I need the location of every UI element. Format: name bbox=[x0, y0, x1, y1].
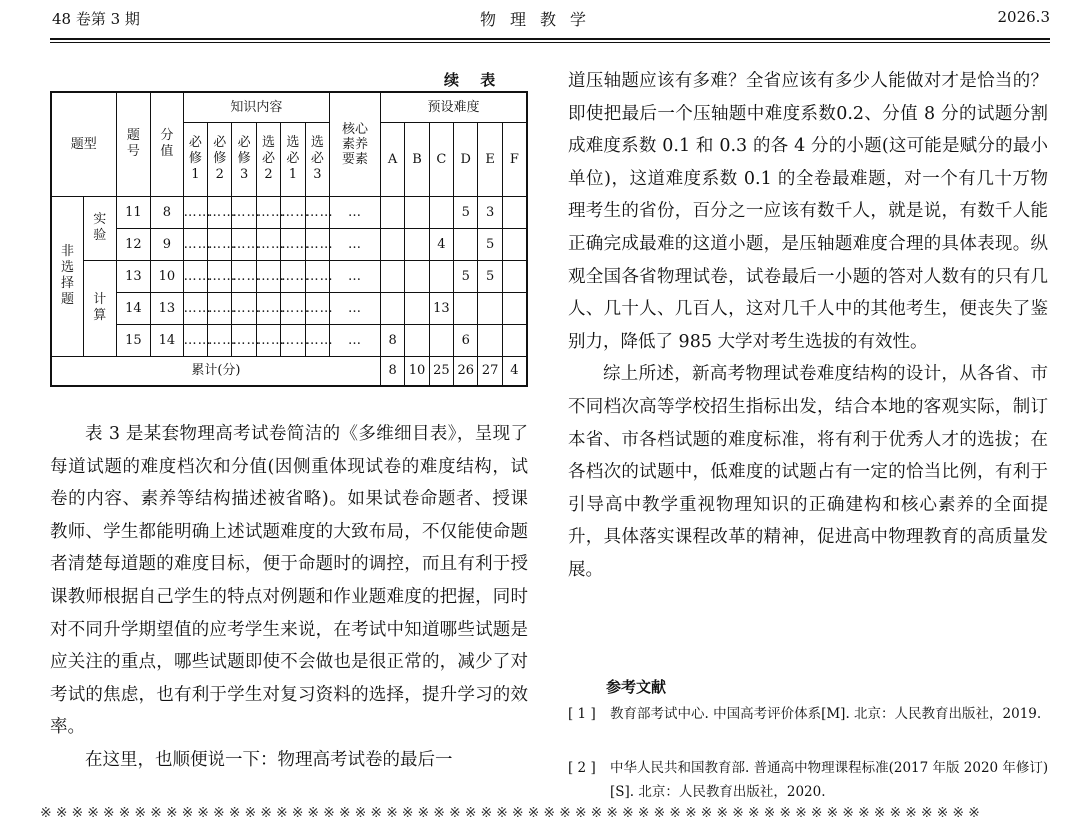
k-col-2: 必修2 bbox=[208, 122, 232, 196]
k-col-5: 选必1 bbox=[281, 122, 305, 196]
difficulty-cell: 8 bbox=[380, 324, 404, 356]
k-col-4: 选必2 bbox=[256, 122, 280, 196]
body-paragraph: 道压轴题应该有多难？全省应该有多少人能做对才是恰当的？即使把最后一个压轴题中难度系数0.2、分值 8 分的试题分割成难度系数 0.1 和 0.3 的各 4 分的小题(这可能是赋分的最小单位)，这道难度系数 0.1 的全卷最难题，对一个有几十万物理考生的省份，百分之一应该有数千人，就是说，有数千人能正确完成最难的这道小题，是压轴题难度合理的具体表现。纵观全国各省物理试卷，试卷最后一小题的答对人数有的只有几人、几十人、几百人，这对几千人中的其他考生，便丧失了鉴别力，降低了 985 大学对考生选拔的有效性。 bbox=[568, 71, 1048, 352]
row-score: 10 bbox=[151, 260, 184, 292]
difficulty-cell: 4 bbox=[429, 228, 453, 260]
row-score: 8 bbox=[151, 196, 184, 228]
core-cell: … bbox=[330, 196, 381, 228]
row-no: 11 bbox=[116, 196, 151, 228]
knowledge-cell: …… bbox=[281, 196, 305, 228]
difficulty-cell bbox=[502, 260, 527, 292]
k-col-3: 必修3 bbox=[232, 122, 256, 196]
body-paragraph: 在这里，也顺便说一下：物理高考试卷的最后一 bbox=[85, 749, 453, 770]
knowledge-cell: …… bbox=[305, 228, 329, 260]
difficulty-cell bbox=[429, 324, 453, 356]
left-column bbox=[50, 418, 528, 777]
table-row bbox=[51, 324, 527, 356]
table-row bbox=[51, 228, 527, 260]
difficulty-cell bbox=[454, 228, 478, 260]
row-score: 13 bbox=[151, 292, 184, 324]
row-no: 13 bbox=[116, 260, 151, 292]
knowledge-cell: …… bbox=[281, 324, 305, 356]
difficulty-cell bbox=[478, 324, 502, 356]
difficulty-table bbox=[50, 91, 528, 387]
knowledge-cell: …… bbox=[256, 260, 280, 292]
knowledge-cell: …… bbox=[305, 324, 329, 356]
difficulty-cell bbox=[429, 196, 453, 228]
difficulty-cell bbox=[429, 260, 453, 292]
knowledge-cell: …… bbox=[256, 324, 280, 356]
table-row bbox=[51, 260, 527, 292]
reference-text: 中华人民共和国教育部. 普通高中物理课程标准(2017 年版 2020 年修订)[S]. 北京：人民教育出版社，2020. bbox=[610, 760, 1049, 800]
body-paragraph: 表 3 是某套物理高考试卷简洁的《多维细目表》，呈现了每道试题的难度档次和分值(因侧重体现试卷的难度结构，试卷的内容、素养等结构描述被省略)。如果试卷命题者、授课教师、学生都能明确上述试题难度的大致布局，不仅能使命题者清楚每道题的难度目标，便于命题时的调控，而且有利于授课教师根据自己学生的特点对例题和作业题难度的把握，同时对不同升学期望值的应考学生来说，在考试中知道哪些试题是应关注的重点，哪些试题即使不会做也是很正常的，减少了对考试的焦虑，也有利于学生对复习资料的选择，提升学习的效率。 bbox=[50, 424, 528, 738]
subgroup-label: 计算 bbox=[84, 260, 117, 356]
difficulty-cell bbox=[405, 196, 429, 228]
group-label: 非选择题 bbox=[51, 196, 84, 356]
difficulty-cell bbox=[380, 292, 404, 324]
running-header-date: 2026.3 bbox=[997, 8, 1050, 26]
d-col-b: B bbox=[405, 122, 429, 196]
difficulty-cell bbox=[405, 228, 429, 260]
knowledge-cell: …… bbox=[232, 324, 256, 356]
difficulty-cell: 5 bbox=[478, 228, 502, 260]
knowledge-cell: …… bbox=[232, 292, 256, 324]
row-score: 14 bbox=[151, 324, 184, 356]
reference-item bbox=[568, 702, 1050, 726]
header-core: 核心素养要素 bbox=[330, 92, 381, 196]
core-cell: … bbox=[330, 228, 381, 260]
knowledge-cell: …… bbox=[232, 260, 256, 292]
difficulty-cell: 6 bbox=[454, 324, 478, 356]
row-no: 12 bbox=[116, 228, 151, 260]
body-paragraph: 综上所述，新高考物理试卷难度结构的设计，从各省、市不同档次高等学校招生指标出发，结合本地的客观实际，制订本省、市各档试题的难度标准，将有利于优秀人才的选拔；在各档次的试题中，低难度的试题占有一定的恰当比例，有利于引导高中教学重视物理知识的正确建构和核心素养的全面提升，具体落实课程改革的精神，促进高中物理教育的高质量发展。 bbox=[568, 364, 1048, 580]
total-label: 累计(分) bbox=[51, 356, 380, 386]
knowledge-cell: …… bbox=[256, 196, 280, 228]
reference-text: 教育部考试中心. 中国高考评价体系[M]. 北京：人民教育出版社，2019. bbox=[610, 706, 1042, 722]
core-cell: … bbox=[330, 324, 381, 356]
core-cell: … bbox=[330, 292, 381, 324]
table-row bbox=[51, 196, 527, 228]
knowledge-cell: …… bbox=[208, 196, 232, 228]
knowledge-cell: …… bbox=[208, 228, 232, 260]
d-col-f: F bbox=[502, 122, 527, 196]
row-no: 14 bbox=[116, 292, 151, 324]
knowledge-cell: …… bbox=[208, 292, 232, 324]
header-rule-thin bbox=[50, 42, 1050, 43]
knowledge-cell: …… bbox=[256, 292, 280, 324]
row-score: 9 bbox=[151, 228, 184, 260]
right-column bbox=[568, 65, 1048, 587]
difficulty-cell bbox=[502, 292, 527, 324]
knowledge-cell: …… bbox=[281, 260, 305, 292]
difficulty-cell bbox=[380, 196, 404, 228]
total-cell: 26 bbox=[454, 356, 478, 386]
knowledge-cell: …… bbox=[183, 228, 207, 260]
total-cell: 8 bbox=[380, 356, 404, 386]
table-row bbox=[51, 292, 527, 324]
d-col-c: C bbox=[429, 122, 453, 196]
total-cell: 25 bbox=[429, 356, 453, 386]
d-col-d: D bbox=[454, 122, 478, 196]
knowledge-cell: …… bbox=[281, 292, 305, 324]
reference-number: [ 1 ] bbox=[568, 706, 596, 722]
difficulty-cell bbox=[380, 260, 404, 292]
difficulty-cell bbox=[405, 292, 429, 324]
k-col-6: 选必3 bbox=[305, 122, 329, 196]
difficulty-cell: 5 bbox=[454, 196, 478, 228]
knowledge-cell: …… bbox=[183, 260, 207, 292]
header-type: 题型 bbox=[51, 92, 116, 196]
total-cell: 10 bbox=[405, 356, 429, 386]
knowledge-cell: …… bbox=[305, 260, 329, 292]
row-no: 15 bbox=[116, 324, 151, 356]
knowledge-cell: …… bbox=[208, 324, 232, 356]
references-heading: 参考文献 bbox=[606, 678, 667, 696]
d-col-a: A bbox=[380, 122, 404, 196]
k-col-1: 必修1 bbox=[183, 122, 207, 196]
difficulty-cell: 3 bbox=[478, 196, 502, 228]
knowledge-cell: …… bbox=[281, 228, 305, 260]
header-difficulty: 预设难度 bbox=[380, 92, 527, 122]
total-cell: 27 bbox=[478, 356, 502, 386]
reference-number: [ 2 ] bbox=[568, 760, 596, 776]
knowledge-cell: …… bbox=[183, 324, 207, 356]
knowledge-cell: …… bbox=[183, 196, 207, 228]
difficulty-cell bbox=[502, 228, 527, 260]
total-cell: 4 bbox=[502, 356, 527, 386]
header-rule bbox=[50, 38, 1050, 40]
difficulty-cell: 5 bbox=[454, 260, 478, 292]
difficulty-cell bbox=[405, 324, 429, 356]
header-score: 分值 bbox=[151, 92, 184, 196]
header-knowledge: 知识内容 bbox=[183, 92, 329, 122]
table-caption: 续 表 bbox=[444, 71, 504, 89]
core-cell: … bbox=[330, 260, 381, 292]
difficulty-cell: 5 bbox=[478, 260, 502, 292]
running-header-journal: 物理教学 bbox=[479, 10, 600, 29]
difficulty-cell bbox=[454, 292, 478, 324]
knowledge-cell: …… bbox=[305, 292, 329, 324]
difficulty-cell bbox=[502, 324, 527, 356]
difficulty-cell bbox=[405, 260, 429, 292]
footer-ornament: ※※※※※※※※※※※※※※※※※※※※※※※※※※※※※※※※※※※※※※※※※※※※※※※※※※※※※※※※※※※※ bbox=[40, 807, 984, 819]
subgroup-label: 实验 bbox=[84, 196, 117, 260]
knowledge-cell: …… bbox=[232, 196, 256, 228]
knowledge-cell: …… bbox=[232, 228, 256, 260]
difficulty-cell: 13 bbox=[429, 292, 453, 324]
reference-item bbox=[568, 756, 1050, 804]
knowledge-cell: …… bbox=[208, 260, 232, 292]
d-col-e: E bbox=[478, 122, 502, 196]
knowledge-cell: …… bbox=[305, 196, 329, 228]
difficulty-cell bbox=[380, 228, 404, 260]
running-header-volume: 48 卷第 3 期 bbox=[52, 10, 140, 28]
difficulty-cell bbox=[478, 292, 502, 324]
header-no: 题号 bbox=[116, 92, 151, 196]
difficulty-cell bbox=[502, 196, 527, 228]
knowledge-cell: …… bbox=[183, 292, 207, 324]
knowledge-cell: …… bbox=[256, 228, 280, 260]
